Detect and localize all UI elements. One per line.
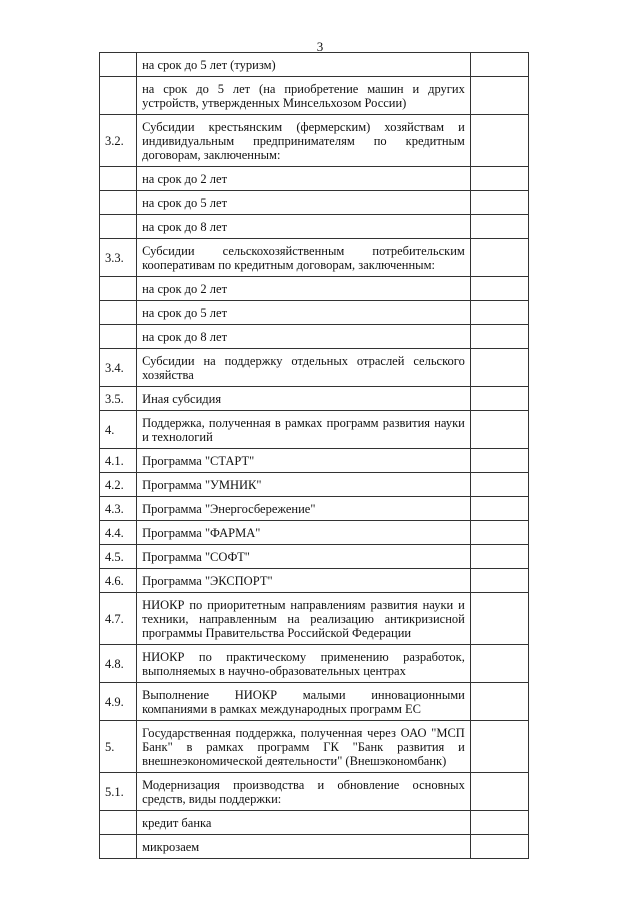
row-description: Субсидии на поддержку отдельных отраслей сельского хозяйства bbox=[137, 349, 471, 387]
table-row bbox=[100, 683, 529, 721]
table-row bbox=[100, 811, 529, 835]
value-cell bbox=[470, 593, 528, 645]
table-row bbox=[100, 473, 529, 497]
table-row bbox=[100, 411, 529, 449]
table-row bbox=[100, 115, 529, 167]
value-cell bbox=[470, 53, 528, 77]
table-row bbox=[100, 721, 529, 773]
row-description: Государственная поддержка, полученная через ОАО "МСП Банк" в рамках программ ГК "Банк развития и внешнеэкономической деятельности" (Внешэкономбанк) bbox=[137, 721, 471, 773]
value-cell bbox=[470, 239, 528, 277]
row-number: 3.3. bbox=[100, 239, 137, 277]
row-number: 3.2. bbox=[100, 115, 137, 167]
table-row bbox=[100, 53, 529, 77]
value-cell bbox=[470, 387, 528, 411]
row-description: Выполнение НИОКР малыми инновационными компаниями в рамках международных программ ЕС bbox=[137, 683, 471, 721]
row-number: 4.3. bbox=[100, 497, 137, 521]
table-row bbox=[100, 167, 529, 191]
row-description: на срок до 2 лет bbox=[137, 277, 471, 301]
value-cell bbox=[470, 569, 528, 593]
table-row bbox=[100, 301, 529, 325]
table-row bbox=[100, 449, 529, 473]
row-description: микрозаем bbox=[137, 835, 471, 859]
row-description: Программа "СОФТ" bbox=[137, 545, 471, 569]
row-number: 4.5. bbox=[100, 545, 137, 569]
value-cell bbox=[470, 167, 528, 191]
table-row bbox=[100, 593, 529, 645]
row-description: Программа "УМНИК" bbox=[137, 473, 471, 497]
table-row bbox=[100, 349, 529, 387]
table-row bbox=[100, 569, 529, 593]
value-cell bbox=[470, 497, 528, 521]
row-description: Программа "ЭКСПОРТ" bbox=[137, 569, 471, 593]
value-cell bbox=[470, 115, 528, 167]
support-table bbox=[99, 52, 529, 859]
row-number bbox=[100, 77, 137, 115]
row-description: НИОКР по практическому применению разработок, выполняемых в научно-образовательных центрах bbox=[137, 645, 471, 683]
value-cell bbox=[470, 835, 528, 859]
row-number: 4.7. bbox=[100, 593, 137, 645]
table-row bbox=[100, 77, 529, 115]
row-description: Иная субсидия bbox=[137, 387, 471, 411]
row-description: НИОКР по приоритетным направлениям развития науки и техники, направленным на реализацию антикризисной программы Правительства Российской Федерации bbox=[137, 593, 471, 645]
value-cell bbox=[470, 521, 528, 545]
row-number bbox=[100, 835, 137, 859]
row-description: на срок до 8 лет bbox=[137, 215, 471, 239]
row-number bbox=[100, 215, 137, 239]
row-number: 4.4. bbox=[100, 521, 137, 545]
page-number: 3 bbox=[316, 39, 324, 54]
value-cell bbox=[470, 77, 528, 115]
row-description: на срок до 8 лет bbox=[137, 325, 471, 349]
table-row bbox=[100, 215, 529, 239]
row-description: Поддержка, полученная в рамках программ развития науки и технологий bbox=[137, 411, 471, 449]
value-cell bbox=[470, 773, 528, 811]
value-cell bbox=[470, 349, 528, 387]
value-cell bbox=[470, 301, 528, 325]
row-number bbox=[100, 325, 137, 349]
row-number: 3.4. bbox=[100, 349, 137, 387]
row-description: на срок до 2 лет bbox=[137, 167, 471, 191]
row-description: Субсидии крестьянским (фермерским) хозяйствам и индивидуальным предпринимателям по кредитным договорам, заключенным: bbox=[137, 115, 471, 167]
table-row bbox=[100, 325, 529, 349]
table-row bbox=[100, 239, 529, 277]
value-cell bbox=[470, 411, 528, 449]
value-cell bbox=[470, 683, 528, 721]
row-number bbox=[100, 167, 137, 191]
row-number: 5.1. bbox=[100, 773, 137, 811]
value-cell bbox=[470, 721, 528, 773]
row-number bbox=[100, 191, 137, 215]
table-row bbox=[100, 545, 529, 569]
row-number: 4.2. bbox=[100, 473, 137, 497]
row-description: на срок до 5 лет (на приобретение машин и других устройств, утвержденных Минсельхозом России) bbox=[137, 77, 471, 115]
row-number bbox=[100, 53, 137, 77]
table-row bbox=[100, 645, 529, 683]
row-number bbox=[100, 277, 137, 301]
row-description: кредит банка bbox=[137, 811, 471, 835]
row-description: на срок до 5 лет bbox=[137, 301, 471, 325]
row-number: 4.8. bbox=[100, 645, 137, 683]
row-description: Программа "СТАРТ" bbox=[137, 449, 471, 473]
value-cell bbox=[470, 277, 528, 301]
row-description: на срок до 5 лет bbox=[137, 191, 471, 215]
row-number: 5. bbox=[100, 721, 137, 773]
table-row bbox=[100, 387, 529, 411]
table-row bbox=[100, 773, 529, 811]
row-description: Субсидии сельскохозяйственным потребительским кооперативам по кредитным договорам, заключенным: bbox=[137, 239, 471, 277]
value-cell bbox=[470, 473, 528, 497]
row-number: 3.5. bbox=[100, 387, 137, 411]
row-number: 4.1. bbox=[100, 449, 137, 473]
value-cell bbox=[470, 645, 528, 683]
value-cell bbox=[470, 191, 528, 215]
row-number bbox=[100, 811, 137, 835]
row-description: Программа "Энергосбережение" bbox=[137, 497, 471, 521]
row-description: Программа "ФАРМА" bbox=[137, 521, 471, 545]
table-row bbox=[100, 497, 529, 521]
value-cell bbox=[470, 325, 528, 349]
row-description: на срок до 5 лет (туризм) bbox=[137, 53, 471, 77]
table-row bbox=[100, 191, 529, 215]
table-row bbox=[100, 277, 529, 301]
table-row bbox=[100, 521, 529, 545]
value-cell bbox=[470, 449, 528, 473]
value-cell bbox=[470, 215, 528, 239]
row-number: 4. bbox=[100, 411, 137, 449]
value-cell bbox=[470, 811, 528, 835]
row-description: Модернизация производства и обновление основных средств, виды поддержки: bbox=[137, 773, 471, 811]
value-cell bbox=[470, 545, 528, 569]
row-number: 4.9. bbox=[100, 683, 137, 721]
table-row bbox=[100, 835, 529, 859]
row-number bbox=[100, 301, 137, 325]
row-number: 4.6. bbox=[100, 569, 137, 593]
